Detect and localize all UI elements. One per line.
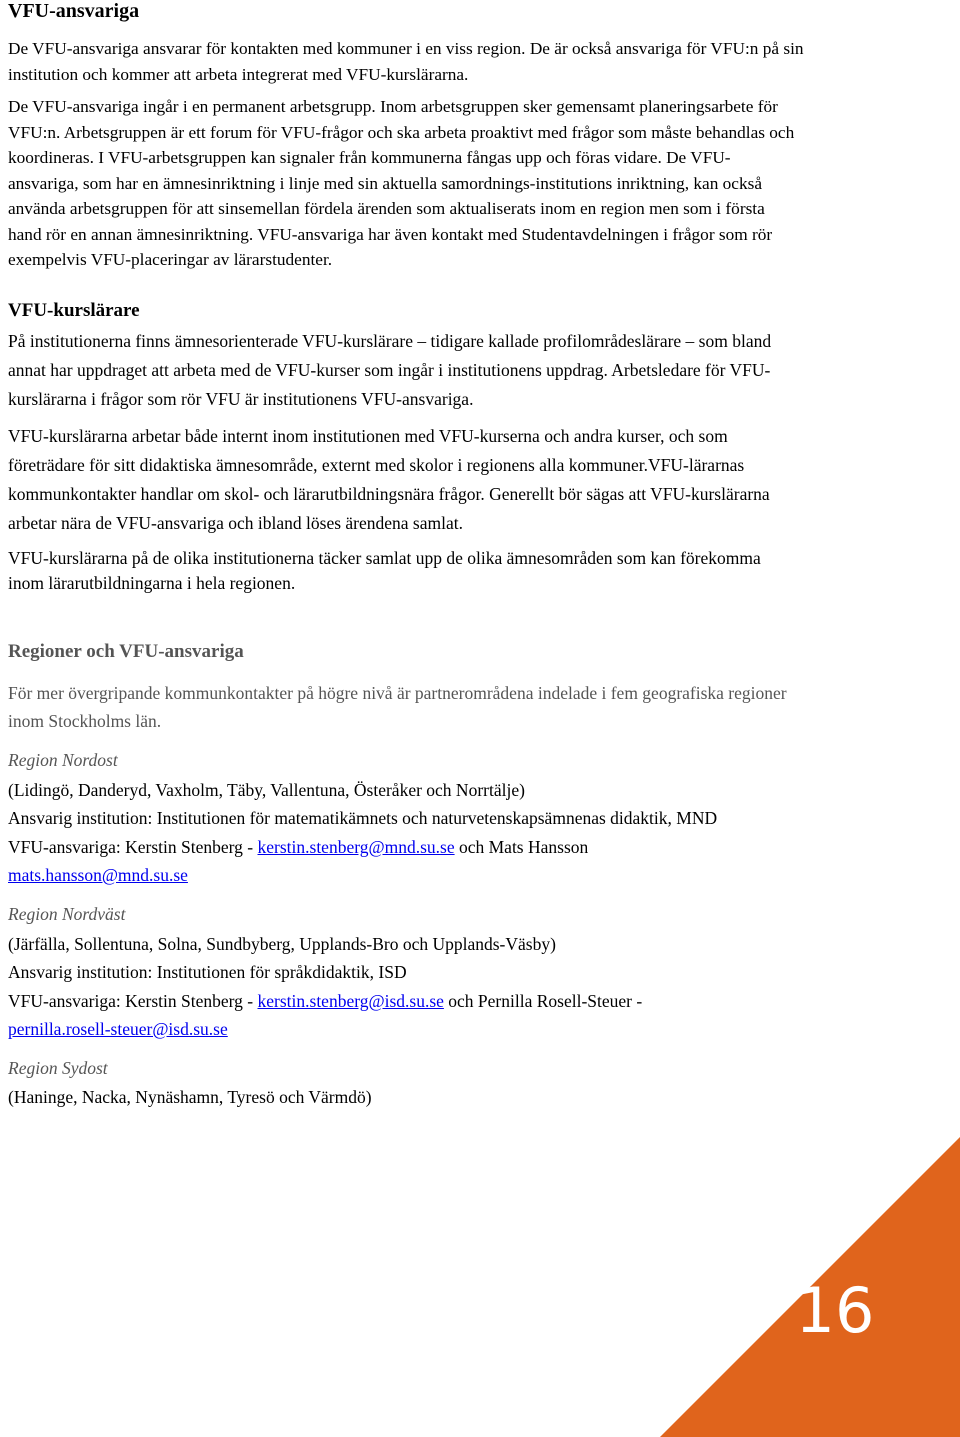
paragraph-arbetsgrupp: De VFU-ansvariga ingår i en permanent arbetsgrupp. Inom arbetsgruppen sker gemensamt planeringsarbete för VFU:n. Arbetsgruppen är ett forum för VFU-frågor och ska arbeta proaktivt med frågor som måste behandlas och koordineras. I VFU-arbetsgruppen kan signaler från kommunerna fångas upp och föras vidare. De VFU-ansvariga, som har en ämnesinriktning i linje med sin aktuella samordnings-institutions inriktning, kan också använda arbetsgruppen för att sinsemellan fördela ärenden som aktualiserats inom en region men som i första hand rör en annan ämnesinriktning. VFU-ansvariga har även kontakt med Studentavdelningen i frågor som rör exempelvis VFU-placeringar av lärarstudenter. [8, 97, 795, 269]
paragraph-kurslarare-3: VFU-kurslärarna på de olika institutionerna täcker samlat upp de olika ämnesområden som kan förekomma inom lärarutbildningarna i hela regionen. [8, 547, 761, 593]
contacts-middle: och Pernilla Rosell-Steuer - [443, 990, 643, 1011]
region-name-nordvast: Region Nordväst [8, 903, 126, 924]
paragraph-kurslarare-1: På institutionerna finns ämnesorienterade VFU-kurslärare – tidigare kallade profilområdeslärare – som bland annat har uppdraget att arbeta med de VFU-kurser som ingår i institutionens uppdrag. Arbetsledare för VFU-kurslärarna i frågor som rör VFU är institutionens VFU-ansvariga. [8, 330, 772, 409]
region-name-sydost: Region Sydost [8, 1057, 108, 1078]
document-page [8, 0, 956, 1111]
heading-vfu-kurslarare: VFU-kurslärare [8, 299, 140, 321]
contacts-middle: och Mats Hansson [454, 836, 589, 857]
region-municipalities-nordvast: (Järfälla, Sollentuna, Solna, Sundbyberg, Upplands-Bro och Upplands-Väsby) [8, 933, 556, 954]
region-name-nordost: Region Nordost [8, 749, 118, 770]
region-institution-nordost: Ansvarig institution: Institutionen för matematikämnets och naturvetenskapsämnenas didaktik, MND [8, 808, 718, 828]
contacts-prefix: VFU-ansvariga: Kerstin Stenberg - [8, 990, 258, 1011]
region-contacts-nordost [8, 833, 798, 890]
paragraph-regioner-intro: För mer övergripande kommunkontakter på högre nivå är partnerområdena indelade i fem geografiska regioner inom Stockholms län. [8, 682, 787, 731]
paragraph-kurslarare-2: VFU-kurslärarna arbetar både internt inom institutionen med VFU-kurserna och andra kurser, och som företrädare för sitt didaktiska ämnesområde, externt med skolor i regionens alla kommuner.VFU-lärarnas kommunkontakter handlar om skol- och lärarutbildningsnära frågor. Generellt bör sägas att VFU-kurslärarna arbetar nära de VFU-ansvariga och ibland löses ärendena samlat. [8, 425, 770, 533]
region-institution-nordvast: Ansvarig institution: Institutionen för språkdidaktik, ISD [8, 962, 407, 982]
contacts-prefix: VFU-ansvariga: Kerstin Stenberg - [8, 836, 258, 857]
paragraph-vfu-ansvariga-intro: De VFU-ansvariga ansvarar för kontakten med kommuner i en viss region. De är också ansvariga för VFU:n på sin institution och kommer att arbeta integrerat med VFU-kurslärarna. [8, 39, 804, 84]
email-link-kerstin-stenberg-isd[interactable]: kerstin.stenberg@isd.su.se [257, 990, 444, 1011]
email-link-pernilla-rosell-steuer[interactable]: pernilla.rosell-steuer@isd.su.se [8, 1019, 228, 1039]
email-link-kerstin-stenberg-mnd[interactable]: kerstin.stenberg@mnd.su.se [257, 836, 455, 857]
email-link-mats-hansson[interactable]: mats.hansson@mnd.su.se [8, 865, 188, 885]
heading-vfu-ansvariga: VFU-ansvariga [8, 0, 140, 22]
region-contacts-nordvast [8, 987, 798, 1044]
page-number: 16 [795, 1274, 875, 1347]
heading-regioner: Regioner och VFU-ansvariga [8, 640, 244, 662]
page-corner-badge [660, 1137, 960, 1437]
region-municipalities-nordost: (Lidingö, Danderyd, Vaxholm, Täby, Vallentuna, Österåker och Norrtälje) [8, 779, 525, 800]
region-municipalities-sydost: (Haninge, Nacka, Nynäshamn, Tyresö och Värmdö) [8, 1086, 372, 1107]
